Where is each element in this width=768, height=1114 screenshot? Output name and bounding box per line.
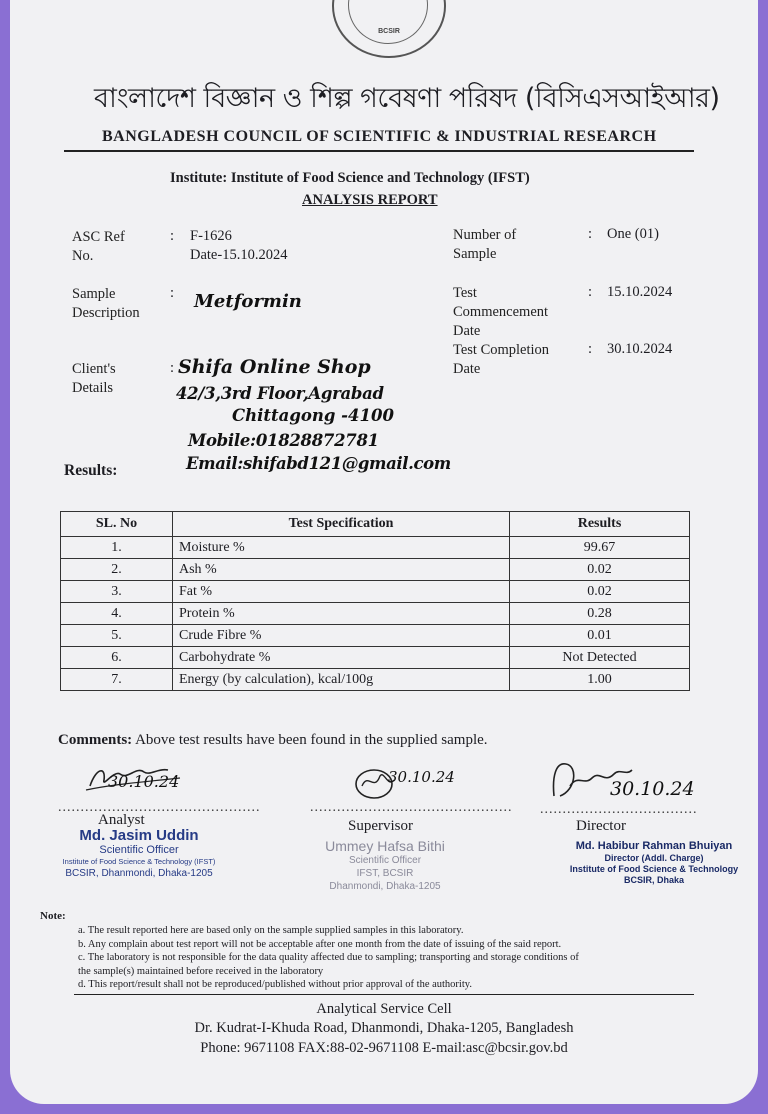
institute-line: Institute: Institute of Food Science and Technology (IFST)	[170, 170, 530, 186]
row-sl: 7.	[61, 669, 173, 691]
test-commencement-colon: :	[588, 284, 593, 300]
director-stamp: Md. Habibur Rahman Bhuiyan Director (Addl. Charge) Institute of Food Science & Technology BCSIR, Dhaka	[569, 840, 739, 885]
client-address: 42/3,3rd Floor,Agrabad	[176, 384, 384, 403]
row-sl: 1.	[61, 537, 173, 559]
table-row	[61, 669, 690, 691]
table-row	[61, 559, 690, 581]
comments-label: Comments:	[58, 732, 133, 748]
footer-cell-name: Analytical Service Cell	[316, 1001, 452, 1017]
client-name: Shifa Online Shop	[178, 356, 371, 378]
org-name-english: BANGLADESH COUNCIL OF SCIENTIFIC & INDUSTRIAL RESEARCH	[102, 128, 657, 145]
footer-contact: Phone: 9671108 FAX:88-02-9671108 E-mail:asc@bcsir.gov.bd	[200, 1040, 568, 1056]
comments-line	[58, 732, 488, 749]
row-result: Not Detected	[510, 647, 690, 669]
client-email: Email:shifabd121@gmail.com	[186, 454, 451, 473]
asc-ref-date: Date-15.10.2024	[190, 247, 288, 263]
column-header-sl: SL. No	[61, 512, 173, 537]
number-of-sample-colon: :	[588, 226, 593, 242]
supervisor-stamp: Ummey Hafsa Bithi Scientific Officer IFST, BCSIR Dhanmondi, Dhaka-1205	[325, 838, 445, 892]
row-spec: Energy (by calculation), kcal/100g	[173, 669, 510, 691]
table-row	[61, 647, 690, 669]
row-spec: Carbohydrate %	[173, 647, 510, 669]
row-spec: Protein %	[173, 603, 510, 625]
row-sl: 2.	[61, 559, 173, 581]
row-result: 0.28	[510, 603, 690, 625]
row-spec: Fat %	[173, 581, 510, 603]
analyst-date: 30.10.24	[108, 772, 180, 791]
results-table	[60, 511, 690, 691]
row-result: 0.02	[510, 559, 690, 581]
client-mobile: Mobile:01828872781	[188, 431, 379, 450]
test-commencement-value: 15.10.2024	[607, 284, 673, 300]
column-header-results: Results	[510, 512, 690, 537]
table-header-row	[61, 512, 690, 537]
notes-list	[78, 924, 579, 992]
asc-ref-value: F-1626	[190, 228, 232, 244]
director-date: 30.10.24	[610, 778, 695, 800]
row-result: 0.01	[510, 625, 690, 647]
comments-text: Above test results have been found in the supplied sample.	[135, 732, 488, 748]
client-details-colon: :	[170, 360, 175, 376]
test-completion-colon: :	[588, 341, 593, 357]
client-city: Chittagong -4100	[232, 406, 394, 425]
note-item: d. This report/result shall not be reproduced/published without prior approval of the authority.	[78, 979, 472, 990]
seal-inner-ring	[348, 0, 428, 44]
row-spec: Moisture %	[173, 537, 510, 559]
row-result: 99.67	[510, 537, 690, 559]
row-spec: Crude Fibre %	[173, 625, 510, 647]
row-result: 1.00	[510, 669, 690, 691]
test-commencement-label: Test Commencement Date	[453, 285, 549, 339]
row-sl: 6.	[61, 647, 173, 669]
header-divider	[64, 150, 694, 152]
sample-description-value: Metformin	[194, 291, 302, 312]
sample-description-label: Sample Description	[72, 286, 140, 321]
report-title: ANALYSIS REPORT	[302, 192, 438, 208]
note-item: b. Any complain about test report will not be acceptable after one month from the date of issuing of the said report.	[78, 938, 562, 950]
test-completion-label: Test Completion Date	[453, 342, 550, 377]
bcsir-seal-icon	[332, 0, 446, 58]
row-sl: 3.	[61, 581, 173, 603]
asc-ref-label: ASC Ref No.	[72, 229, 125, 264]
supervisor-date: 30.10.24	[388, 768, 455, 786]
supervisor-signature-line: .............................................	[310, 800, 513, 815]
table-row	[61, 581, 690, 603]
analyst-title: Analyst	[98, 812, 145, 828]
note-item: the sample(s) maintained before received in the laboratory	[78, 965, 324, 977]
number-of-sample-value: One (01)	[607, 226, 659, 242]
analysis-report-document	[10, 0, 758, 1104]
note-item: a. The result reported here are based only on the sample supplied samples in this laboratory.	[78, 925, 464, 936]
note-item: c. The laboratory is not responsible for the data quality affected due to sampling; transporting and storage conditions of	[78, 952, 579, 963]
analyst-signature-line: .............................................	[58, 800, 261, 815]
table-row	[61, 603, 690, 625]
row-result: 0.02	[510, 581, 690, 603]
number-of-sample-label: Number of Sample	[453, 227, 517, 262]
director-title: Director	[576, 818, 626, 834]
asc-ref-colon: :	[170, 228, 175, 244]
row-sl: 5.	[61, 625, 173, 647]
sample-description-colon: :	[170, 285, 175, 301]
results-heading: Results:	[64, 462, 118, 479]
footer-address: Dr. Kudrat-I-Khuda Road, Dhanmondi, Dhaka-1205, Bangladesh	[194, 1020, 574, 1036]
analyst-stamp: Md. Jasim Uddin Scientific Officer Institute of Food Science & Technology (IFST) BCSIR, Dhanmondi, Dhaka-1205	[62, 827, 216, 879]
client-details-label: Client's Details	[72, 361, 116, 396]
footer-divider	[74, 994, 694, 995]
org-name-bangla: বাংলাদেশ বিজ্ঞান ও শিল্প গবেষণা পরিষদ (বিসিএসআইআর)	[94, 83, 720, 114]
row-sl: 4.	[61, 603, 173, 625]
director-signature-line: ...................................	[540, 802, 698, 817]
seal-text: BCSIR	[378, 28, 400, 35]
test-completion-value: 30.10.2024	[607, 341, 673, 357]
table-row	[61, 537, 690, 559]
column-header-test-specification: Test Specification	[173, 512, 510, 537]
table-row	[61, 625, 690, 647]
row-spec: Ash %	[173, 559, 510, 581]
note-title: Note:	[40, 910, 66, 922]
supervisor-title: Supervisor	[348, 818, 413, 834]
